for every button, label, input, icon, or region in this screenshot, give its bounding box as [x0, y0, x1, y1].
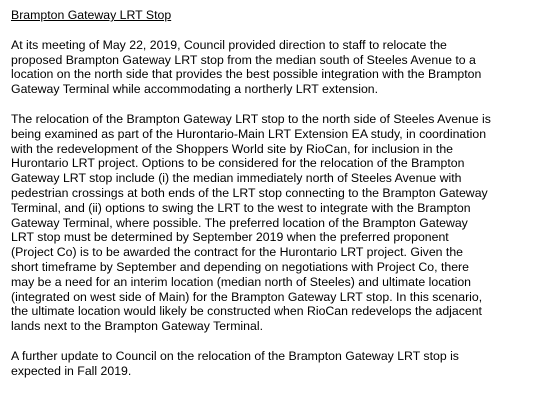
paragraph-line: location on the north side that provides the best possible integration with the Brampton	[11, 67, 482, 82]
paragraph-line: (Project Co) is to be awarded the contract for the Hurontario LRT project. Given the	[11, 245, 464, 260]
paragraph-relocation	[11, 112, 539, 334]
paragraph-line: lands next to the Brampton Gateway Terminal.	[11, 319, 263, 334]
paragraph-line: may be a need for an interim location (median north of Steeles) and ultimate location	[11, 274, 472, 289]
paragraph-line: expected in Fall 2019.	[11, 363, 132, 378]
section-heading: Brampton Gateway LRT Stop	[11, 8, 172, 22]
paragraph-line: Terminal, and (ii) options to swing the LRT to the west to integrate with the Brampton	[11, 200, 471, 215]
paragraph-line: (integrated on west side of Main) for the Brampton Gateway LRT stop. In this scenario,	[11, 289, 483, 304]
paragraph-line: proposed Brampton Gateway LRT stop from the median south of Steeles Avenue to a	[11, 52, 476, 67]
paragraph-line: pedestrian crossings at both ends of the LRT stop connecting to the Brampton Gateway	[11, 185, 488, 200]
paragraph-line: Gateway Terminal, where possible. The preferred location of the Brampton Gateway	[11, 215, 468, 230]
paragraph-line: short timeframe by September and depending on negotiations with Project Co, there	[11, 259, 469, 274]
paragraph-line: being examined as part of the Hurontario-Main LRT Extension EA study, in coordination	[11, 126, 487, 141]
paragraph-line: A further update to Council on the relocation of the Brampton Gateway LRT stop is	[11, 348, 459, 363]
paragraph-line: The relocation of the Brampton Gateway LRT stop to the north side of Steeles Avenue is	[11, 111, 491, 126]
paragraph-line: At its meeting of May 22, 2019, Council provided direction to staff to relocate the	[11, 37, 447, 52]
paragraph-line: Hurontario LRT project. Options to be considered for the relocation of the Brampton	[11, 156, 465, 171]
paragraph-line: with the redevelopment of the Shoppers World site by RioCan, for inclusion in the	[11, 141, 454, 156]
paragraph-update	[11, 349, 539, 379]
document-page	[11, 8, 539, 379]
paragraph-line: Gateway LRT stop include (i) the median immediately north of Steeles Avenue with	[11, 171, 462, 186]
paragraph-line: the ultimate location would likely be constructed when RioCan redevelops the adjacent	[11, 304, 482, 319]
paragraph-line: LRT stop must be determined by September 2019 when the preferred proponent	[11, 230, 449, 245]
paragraph-line: Gateway Terminal while accommodating a northerly LRT extension.	[11, 82, 379, 97]
paragraph-direction	[11, 38, 539, 97]
